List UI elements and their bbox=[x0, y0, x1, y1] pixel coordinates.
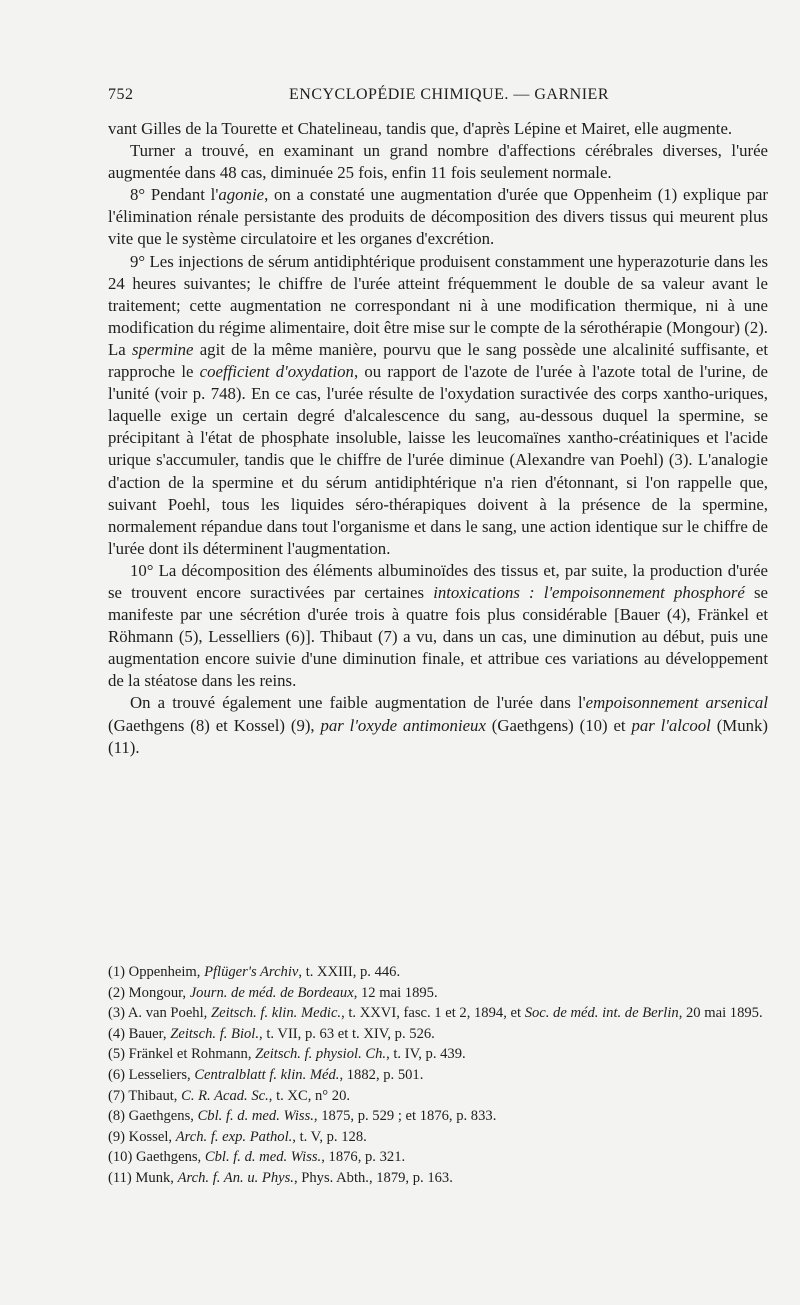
italic-span: Zeitsch. f. klin. Medic. bbox=[210, 1005, 342, 1022]
text-span: (9) Kossel, bbox=[108, 1128, 176, 1145]
text-span: , t. XXVI, fasc. 1 et 2, 1894, et bbox=[341, 1005, 525, 1022]
italic-span: Pflüger's Archiv bbox=[204, 964, 299, 980]
footnote bbox=[108, 1024, 768, 1045]
text-span: (8) Gaethgens, bbox=[108, 1108, 198, 1125]
italic-span: agonie bbox=[218, 185, 265, 205]
italic-span: Centralblatt f. klin. Méd. bbox=[194, 1066, 340, 1083]
paragraph bbox=[108, 118, 768, 140]
italic-span: Arch. f. An. u. Phys. bbox=[177, 1169, 294, 1186]
text-span: , t. V, p. 128. bbox=[292, 1128, 367, 1145]
footnote bbox=[108, 1086, 768, 1107]
paragraph bbox=[108, 251, 768, 560]
footnote bbox=[108, 1044, 768, 1065]
text-span: (2) Mongour, bbox=[108, 984, 190, 1001]
text-span: 10° La décomposition des éléments albuminoïdes des tissus et, par suite, la production d'urée se trouvent encore suractivées par certaines bbox=[108, 560, 768, 602]
text-span: , 1876, p. 321. bbox=[321, 1149, 406, 1166]
text-span: (Gaethgens) (10) et bbox=[485, 715, 632, 735]
italic-span: C. R. Acad. Sc. bbox=[181, 1087, 269, 1104]
text-span: , on a constaté une augmentation d'urée que Oppenheim (1) explique par l'élimination rénale persistante des produits de décomposition des divers tissus qui meurent plus vite que le système circulatoire et les organes d'excrétion. bbox=[108, 185, 768, 249]
text-span: , t. XXIII, p. 446. bbox=[298, 964, 401, 980]
text-span: agit de la même manière, pourvu que le sang possède une alcalinité suffisante, et rapproche le bbox=[108, 339, 768, 382]
text-span: 8° Pendant l' bbox=[130, 185, 219, 205]
footnote bbox=[108, 962, 768, 983]
text-span: , 12 mai 1895. bbox=[353, 984, 438, 1001]
footnote bbox=[108, 1147, 768, 1168]
text-span: vant Gilles de la Tourette et Chatelineau, tandis que, d'après Lépine et Mairet, elle augmente. bbox=[108, 119, 733, 138]
paragraph bbox=[108, 184, 768, 250]
page-number: 752 bbox=[108, 86, 134, 103]
footnote bbox=[108, 1168, 768, 1189]
italic-span: Soc. de méd. int. de Berlin bbox=[524, 1005, 679, 1022]
paragraph bbox=[108, 140, 768, 184]
italic-span: Cbl. f. d. med. Wiss. bbox=[204, 1149, 322, 1166]
text-span: , Phys. Abth., 1879, p. 163. bbox=[293, 1169, 453, 1186]
footnotes bbox=[108, 962, 768, 1189]
italic-span: Zeitsch. f. Biol. bbox=[170, 1025, 260, 1042]
italic-span: coefficient d'oxydation bbox=[199, 362, 354, 382]
italic-span: empoisonnement arsenical bbox=[585, 693, 768, 713]
text-span: (Munk) (11). bbox=[108, 715, 768, 757]
footnote bbox=[108, 1065, 768, 1086]
body-text bbox=[108, 118, 768, 759]
text-span: , t. VII, p. 63 et t. XIV, p. 526. bbox=[259, 1025, 435, 1042]
text-span: , 20 mai 1895. bbox=[678, 1005, 763, 1022]
page-header bbox=[108, 82, 770, 108]
text-span: (10) Gaethgens, bbox=[108, 1149, 205, 1166]
italic-span: par l'alcool bbox=[631, 715, 711, 735]
text-span: (7) Thibaut, bbox=[108, 1087, 182, 1104]
italic-span: par l'oxyde antimonieux bbox=[320, 715, 486, 735]
text-span: , t. IV, p. 439. bbox=[386, 1046, 466, 1063]
italic-span: spermine bbox=[131, 339, 194, 359]
italic-span: Cbl. f. d. med. Wiss. bbox=[197, 1108, 314, 1125]
text-span: On a trouvé également une faible augmentation de l'urée dans l' bbox=[130, 693, 586, 713]
text-span: (11) Munk, bbox=[108, 1169, 178, 1186]
text-span: (1) Oppenheim, bbox=[108, 964, 205, 980]
italic-span: Zeitsch. f. physiol. Ch. bbox=[255, 1046, 387, 1063]
text-span: 9° Les injections de sérum antidiphtérique produisent constamment une hyperazoturie dans les 24 heures suivantes; le chiffre de l'urée atteint fréquemment le double de sa valeur avant le traitement; cette augmentation ne correspondant ni à une modification thermique, ni à une modification du régime alimentaire, doit être mise sur le compte de la sérothérapie (Mongour) (2). La bbox=[108, 251, 768, 359]
text-span: (3) A. van Poehl, bbox=[108, 1005, 211, 1022]
running-title: ENCYCLOPÉDIE CHIMIQUE. — GARNIER bbox=[289, 86, 609, 103]
text-span: , ou rapport de l'azote de l'urée à l'azote total de l'urine, de l'unité (voir p. 748). En ce cas, l'urée résulte de l'oxydation suractivée des corps xantho-uriques, laquelle exige un certain degré d'alcalescence du sang, au-dessous duquel la spermine, se précipitant à l'état de phosphate insoluble, laisse les leucomaïnes xantho-créatiniques et l'acide urique s'accumuler, tandis que le chiffre de l'urée diminue (Alexandre van Poehl) (3). L'analogie d'action de la spermine et du sérum antidiphtérique n'a rien d'étonnant, si l'on rappelle que, suivant Poehl, tous les liquides séro-thérapiques doivent à la présence de la spermine, normalement répandue dans tout l'organisme et dans le sang, une action identique sur le chiffre de l'urée dont ils déterminent l'augmentation. bbox=[108, 362, 768, 558]
footnote bbox=[108, 1127, 768, 1148]
text-span: , 1875, p. 529 ; et 1876, p. 833. bbox=[313, 1108, 497, 1125]
footnote bbox=[108, 983, 768, 1004]
footnote bbox=[108, 1003, 768, 1024]
text-span: (4) Bauer, bbox=[108, 1025, 171, 1042]
text-span: (Gaethgens (8) et Kossel) (9), bbox=[108, 715, 321, 735]
italic-span: intoxications : l'empoisonnement phosphoré bbox=[433, 582, 745, 602]
paragraph bbox=[108, 560, 768, 693]
paragraph bbox=[108, 692, 768, 758]
text-span: (5) Fränkel et Rohmann, bbox=[108, 1046, 256, 1063]
italic-span: Journ. de méd. de Bordeaux bbox=[189, 984, 354, 1001]
italic-span: Arch. f. exp. Pathol. bbox=[175, 1128, 293, 1145]
text-span: , 1882, p. 501. bbox=[339, 1066, 424, 1083]
text-span: Turner a trouvé, en examinant un grand nombre d'affections cérébrales diverses, l'urée augmentée dans 48 cas, diminuée 25 fois, enfin 11 fois seulement normale. bbox=[108, 141, 768, 183]
text-span: (6) Lesseliers, bbox=[108, 1066, 195, 1083]
footnote bbox=[108, 1106, 768, 1127]
text-span: , t. XC, n° 20. bbox=[268, 1087, 351, 1104]
text-span: se manifeste par une sécrétion d'urée trois à quatre fois plus considérable [Bauer (4), Fränkel et Röhmann (5), Lesselliers (6)]. Thibaut (7) a vu, dans un cas, une diminution au début, puis une augmentation encore suivie d'une diminution finale, et attribue ces variations au développement de la stéatose dans les reins. bbox=[108, 582, 768, 691]
